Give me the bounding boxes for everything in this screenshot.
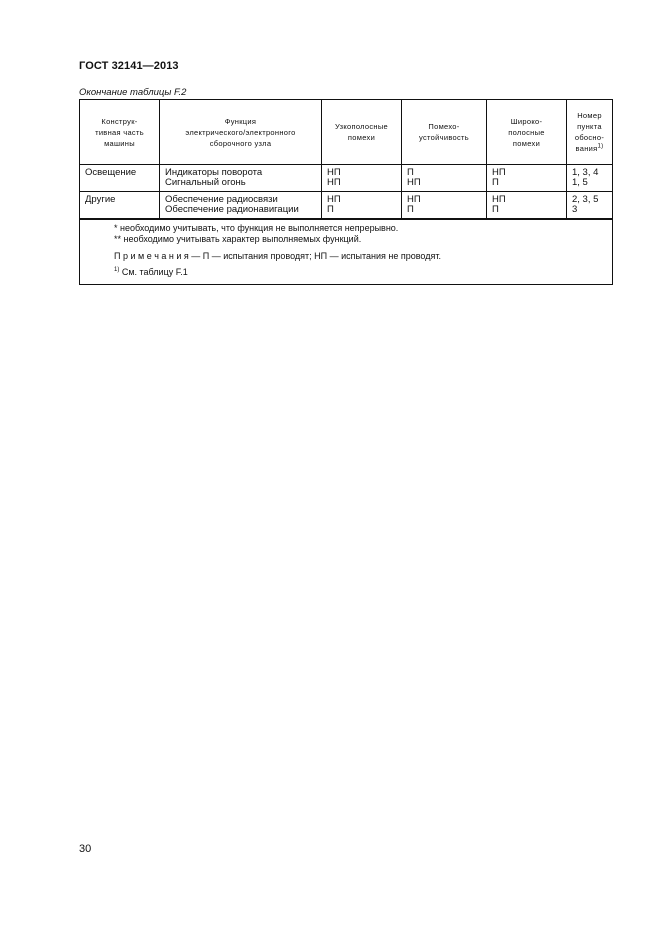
header-function-line: электрического/электронного [185, 127, 296, 137]
header-narrowband-line: Узкополосные [334, 122, 389, 131]
page-number: 30 [79, 843, 92, 855]
value-line: НП [327, 194, 341, 205]
function-line: Сигнальный огонь [165, 177, 246, 188]
footnote-text: См. таблицу F.1 [119, 267, 188, 277]
function-line: Обеспечение радионавигации [165, 204, 299, 215]
table-notes [80, 219, 613, 285]
value-line: П [407, 167, 414, 178]
cell-part: Другие [80, 192, 160, 220]
header-narrowband-line: помехи [347, 133, 376, 142]
document-title: ГОСТ 32141—2013 [79, 60, 179, 72]
cell-narrowband [322, 165, 402, 192]
footnote-marker: 1) [597, 143, 604, 150]
header-broadband [487, 100, 567, 165]
value-line: НП [492, 167, 506, 178]
data-table [79, 99, 613, 285]
function-line: Обеспечение радиосвязи [165, 194, 278, 205]
value-line: П [327, 204, 334, 215]
header-ref-line-text: вания [575, 144, 598, 153]
note-primechanie-label: П р и м е ч а н и я [114, 251, 189, 261]
cell-narrowband [322, 192, 402, 220]
header-immunity [402, 100, 487, 165]
cell-ref [567, 192, 613, 220]
header-function-line: сборочного узла [209, 138, 272, 148]
header-immunity-line: устойчивость [419, 133, 469, 142]
header-narrowband [322, 100, 402, 165]
note-primechanie [114, 251, 607, 262]
cell-part: Освещение [80, 165, 160, 192]
value-line: НП [327, 167, 341, 178]
value-line: НП [327, 177, 341, 188]
footnote-mark: 1) [114, 267, 120, 273]
cell-immunity [402, 165, 487, 192]
value-line: 3 [572, 204, 578, 215]
table-row [80, 192, 613, 220]
header-part-line: машины [104, 138, 135, 148]
value-line: П [492, 177, 499, 188]
value-line: НП [492, 194, 506, 205]
value-line: 1, 3, 4 [572, 167, 599, 178]
header-ref-line: пункта [577, 122, 602, 131]
header-ref-line [567, 143, 612, 154]
note-star-1: * необходимо учитывать, что функция не выполняется непрерывно. [114, 223, 399, 233]
cell-ref [567, 165, 613, 192]
value-line: НП [407, 177, 421, 188]
table-caption: Окончание таблицы F.2 [79, 87, 187, 98]
header-ref-line: Номер [577, 111, 602, 120]
header-broadband-line: полосные [508, 127, 545, 137]
header-function [160, 100, 322, 165]
table-row [80, 165, 613, 192]
header-immunity-line: Помехо- [428, 122, 460, 131]
cell-broadband [487, 165, 567, 192]
note-star-2: ** необходимо учитывать характер выполняемых функций. [114, 234, 362, 244]
cell-function [160, 192, 322, 220]
cell-function [160, 165, 322, 192]
cell-immunity [402, 192, 487, 220]
cell-broadband [487, 192, 567, 220]
header-part-line: тивная часть [95, 127, 144, 137]
note-footnote [114, 267, 607, 278]
value-line: НП [407, 194, 421, 205]
table-notes-row [80, 219, 613, 285]
note-primechanie-text: — П — испытания проводят; НП — испытания не проводят. [188, 251, 441, 261]
value-line: П [407, 204, 414, 215]
value-line: П [492, 204, 499, 215]
header-ref-number [567, 100, 613, 165]
header-ref-line: обосно- [574, 133, 605, 142]
header-broadband-line: Широко- [510, 116, 543, 126]
value-line: 1, 5 [572, 177, 588, 188]
value-line: 2, 3, 5 [572, 194, 599, 205]
function-line: Индикаторы поворота [165, 167, 263, 178]
header-part-line: Конструк- [101, 116, 138, 126]
header-function-line: Функция [224, 116, 257, 126]
table-header-row [80, 100, 613, 165]
header-broadband-line: помехи [512, 138, 541, 148]
header-part [80, 100, 160, 165]
